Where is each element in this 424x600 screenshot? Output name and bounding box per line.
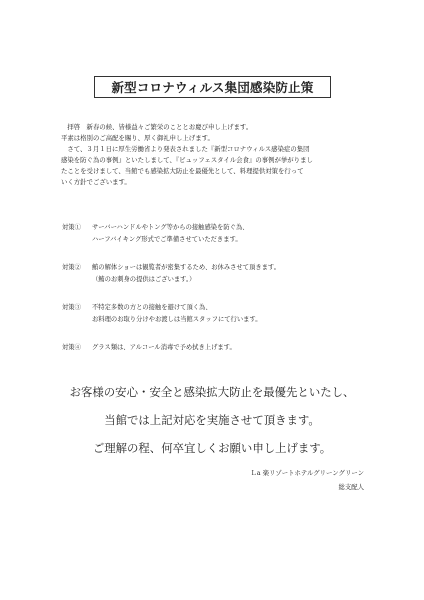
closing-line: 当館では上記対応を実施させて頂きます。 [104, 413, 320, 427]
intro-line: 平素は格別のご高配を賜り、厚く御礼申し上げます。 [61, 133, 214, 142]
measure-label: 対策③ [62, 304, 81, 311]
measure-text [92, 222, 249, 245]
closing-line: ご理解の程、何卒宜しくお願い申し上げます。 [92, 441, 332, 455]
measure-label: 対策① [62, 224, 81, 231]
measure-item [62, 342, 280, 354]
measure-item [62, 222, 280, 245]
intro-line: 拝啓 新春の候、皆様益々ご繁栄のこととお慶び申し上げます。 [61, 123, 253, 131]
hotel-name: Ｌa 楽リゾートホテルグリーングリーン [250, 469, 364, 477]
signature-block [250, 466, 364, 494]
measure-line: サーバーハンドルやトング等からの接触感染を防ぐ為、 [92, 224, 249, 231]
measure-line: お料理のお取り分けやお渡しは当館スタッフにて行います。 [92, 315, 262, 323]
measure-item [62, 262, 280, 285]
intro-line: さて、３月１日に厚生労働省より発表されました『新型コロナウィルス感染症の集団 [61, 144, 310, 153]
page-title: 新型コロナウィルス集団感染防止策 [111, 80, 314, 95]
measure-label: 対策④ [62, 344, 81, 351]
measure-text [92, 302, 262, 325]
closing-line: お客様の安心・安全と感染拡大防止を最優先といたし、 [69, 385, 355, 399]
measure-line: グラス類は、アルコール消毒で予め拭き上げます。 [92, 344, 236, 351]
intro-line: いく方針でございます。 [61, 177, 131, 186]
greeting-paragraph [61, 122, 381, 187]
measure-line: 鮪の解体ショーは観覧者が密集するため、お休みさせて頂きます。 [92, 264, 281, 271]
measure-text [92, 262, 280, 285]
measure-label: 対策② [62, 264, 81, 271]
intro-line: 感染を防ぐ為の事例』といたしまして、『ビュッフェスタイル会食』の事例が挙がりまし [61, 155, 313, 164]
measure-text [92, 342, 236, 354]
measure-line: （鮪のお刺身の提供はございます。） [92, 275, 196, 283]
intro-line: たことを受けまして、当館でも感染拡大防止を最優先として、料理提供対策を行って [61, 166, 304, 175]
measure-line: 不特定多数の方との接触を避けて頂く為、 [92, 304, 212, 311]
measures-list [62, 222, 280, 371]
closing-message [0, 378, 424, 462]
signer-title: 総支配人 [338, 483, 364, 491]
title-box [94, 76, 331, 98]
measure-line: ハーフバイキング形式でご準備させていただきます。 [92, 235, 242, 243]
measure-item [62, 302, 280, 325]
